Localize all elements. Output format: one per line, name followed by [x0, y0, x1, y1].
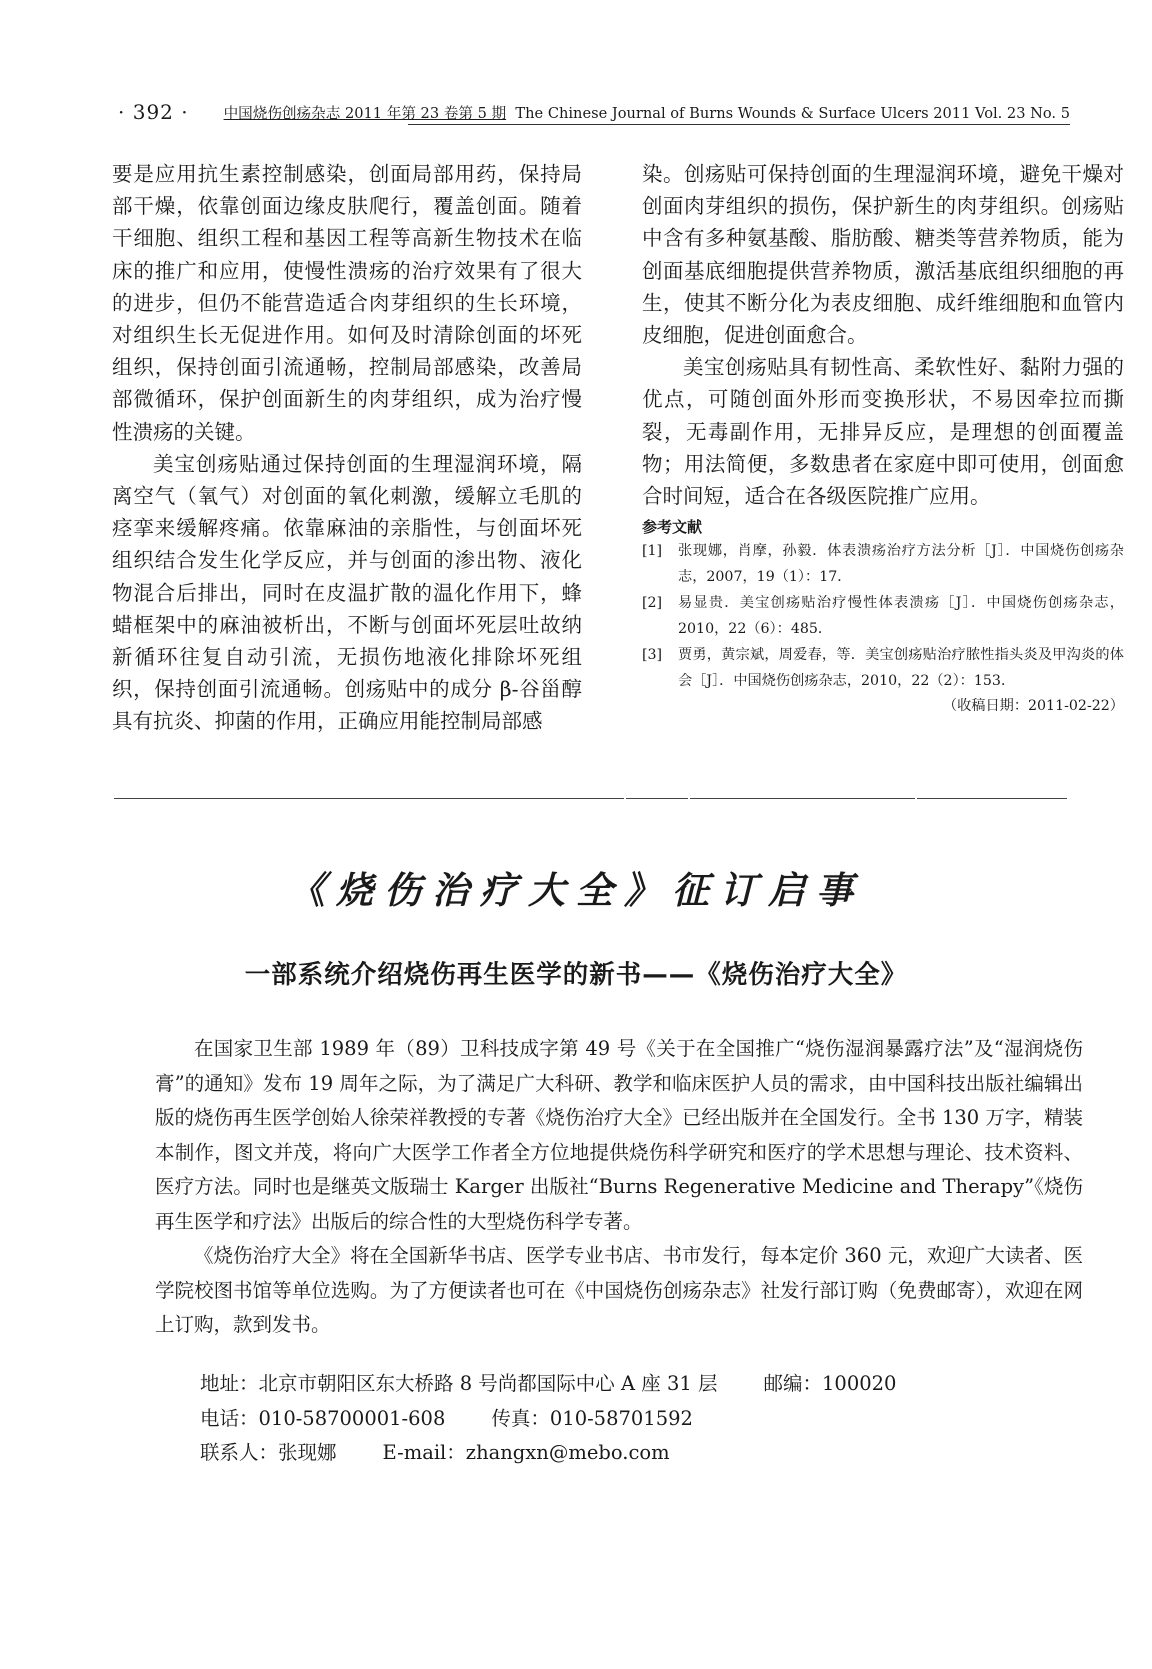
address: 地址：北京市朝阳区东大桥路 8 号尚都国际中心 A 座 31 层	[200, 1372, 718, 1395]
page-number: · 392 ·	[118, 100, 189, 124]
journal-name-en: The Chinese Journal of Burns Wounds & Surface Ulcers 2011 Vol. 23 No. 5	[515, 105, 1070, 122]
article-paragraph: 染。创疡贴可保持创面的生理湿润环境，避免干燥对创面肉芽组织的损伤，保护新生的肉芽组织。创疡贴中含有多种氨基酸、脂肪酸、糖类等营养物质，能为创面基底细胞提供营养物质，激活基底组织细胞的再生，使其不断分化为表皮细胞、成纤维细胞和血管内皮细胞，促进创面愈合。	[642, 162, 1124, 348]
announcement-title: 《烧伤治疗大全》征订启事	[288, 868, 864, 912]
separator-line	[690, 798, 915, 800]
reference-text: 张现娜，肖摩，孙毅．体表溃疡治疗方法分析［J］．中国烧伤创疡杂志，2007，19（1）：17．	[678, 543, 1124, 586]
announcement-paragraph: 《烧伤治疗大全》将在全国新华书店、医学专业书店、书市发行，每本定价 360 元，欢迎广大读者、医学院校图书馆等单位选购。为了方便读者也可在《中国烧伤创疡杂志》社发行部订购（免费邮寄），欢迎在网上订购，款到发书。	[155, 1244, 1083, 1336]
reference-text: 易显贵．美宝创疡贴治疗慢性体表溃疡［J］．中国烧伤创疡杂志，2010，22（6）：485．	[678, 595, 1124, 638]
article-right-column	[642, 158, 1124, 718]
announcement-paragraph: 在国家卫生部 1989 年（89）卫科技成字第 49 号《关于在全国推广“烧伤湿润暴露疗法”及“湿润烧伤膏”的通知》发布 19 周年之际，为了满足广大科研、教学和临床医护人员的需求，由中国科技出版社编辑出版的烧伤再生医学创始人徐荣祥教授的专著《烧伤治疗大全》已经出版并在全国发行。全书 130 万字，精装本制作，图文并茂，将向广大医学工作者全方位地提供烧伤科学研究和医疗的学术思想与理论、技术资料、医疗方法。同时也是继英文版瑞士 Karger 出版社“Burns Regenerative Medicine and Therapy”《烧伤再生医学和疗法》出版后的综合性的大型烧伤科学专著。	[155, 1037, 1083, 1233]
reference-number: [2]	[642, 595, 663, 612]
contact-person: 联系人：张现娜	[200, 1441, 337, 1464]
contact-block	[200, 1367, 896, 1471]
header-rule	[408, 124, 1070, 125]
phone-row	[200, 1402, 896, 1437]
contact-row	[200, 1436, 896, 1471]
separator-line	[114, 798, 624, 800]
reference-number: [1]	[642, 543, 663, 560]
reference-item	[642, 538, 1124, 590]
postcode: 邮编：100020	[763, 1372, 897, 1395]
announcement-body	[155, 1032, 1083, 1343]
phone: 电话：010-58700001-608	[200, 1406, 446, 1430]
article-paragraph: 美宝创疡贴通过保持创面的生理湿润环境，隔离空气（氧气）对创面的氧化刺激，缓解立毛肌的痉挛来缓解疼痛。依靠麻油的亲脂性，与创面坏死组织结合发生化学反应，并与创面的渗出物、液化物混合后排出，同时在皮温扩散的温化作用下，蜂蜡框架中的麻油被析出，不断与创面坏死层吐故纳新循环往复自动引流，无损伤地液化排除坏死组织，保持创面引流通畅。创疡贴中的成分 β-谷甾醇具有抗炎、抑菌的作用，正确应用能控制局部感	[112, 451, 582, 734]
announcement-subtitle: 一部系统介绍烧伤再生医学的新书——《烧伤治疗大全》	[244, 960, 908, 990]
email: E-mail：zhangxn@mebo.com	[382, 1441, 670, 1464]
reference-text: 贾勇，黄宗斌，周爱春，等．美宝创疡贴治疗脓性指头炎及甲沟炎的体会［J］．中国烧伤创疡杂志，2010，22（2）：153．	[678, 647, 1124, 690]
address-row	[200, 1367, 896, 1402]
article-paragraph: 要是应用抗生素控制感染，创面局部用药，保持局部干燥，依靠创面边缘皮肤爬行，覆盖创面。随着干细胞、组织工程和基因工程等高新生物技术在临床的推广和应用，使慢性溃疡的治疗效果有了很大的进步，但仍不能营造适合肉芽组织的生长环境，对组织生长无促进作用。如何及时清除创面的坏死组织，保持创面引流通畅，控制局部感染，改善局部微循环，保护创面新生的肉芽组织，成为治疗慢性溃疡的关键。	[112, 162, 582, 444]
separator-line	[626, 798, 688, 800]
separator-line	[917, 798, 1067, 800]
journal-citation	[224, 102, 1070, 123]
running-header	[118, 100, 1070, 126]
references-heading: 参考文献	[642, 518, 703, 537]
article-left-column	[112, 158, 582, 738]
section-separator	[114, 798, 1067, 800]
reference-item	[642, 642, 1124, 694]
received-date: （收稿日期：2011-02-22）	[942, 698, 1124, 715]
reference-item	[642, 590, 1124, 642]
reference-number: [3]	[642, 647, 663, 664]
journal-name-cn: 中国烧伤创疡杂志 2011 年第 23 卷第 5 期	[223, 105, 507, 122]
article-paragraph: 美宝创疡贴具有韧性高、柔软性好、黏附力强的优点，可随创面外形而变换形状，不易因牵拉而撕裂，无毒副作用，无排异反应，是理想的创面覆盖物；用法简便，多数患者在家庭中即可使用，创面愈合时间短，适合在各级医院推广应用。	[642, 355, 1124, 509]
fax: 传真：010-58701592	[491, 1406, 693, 1430]
